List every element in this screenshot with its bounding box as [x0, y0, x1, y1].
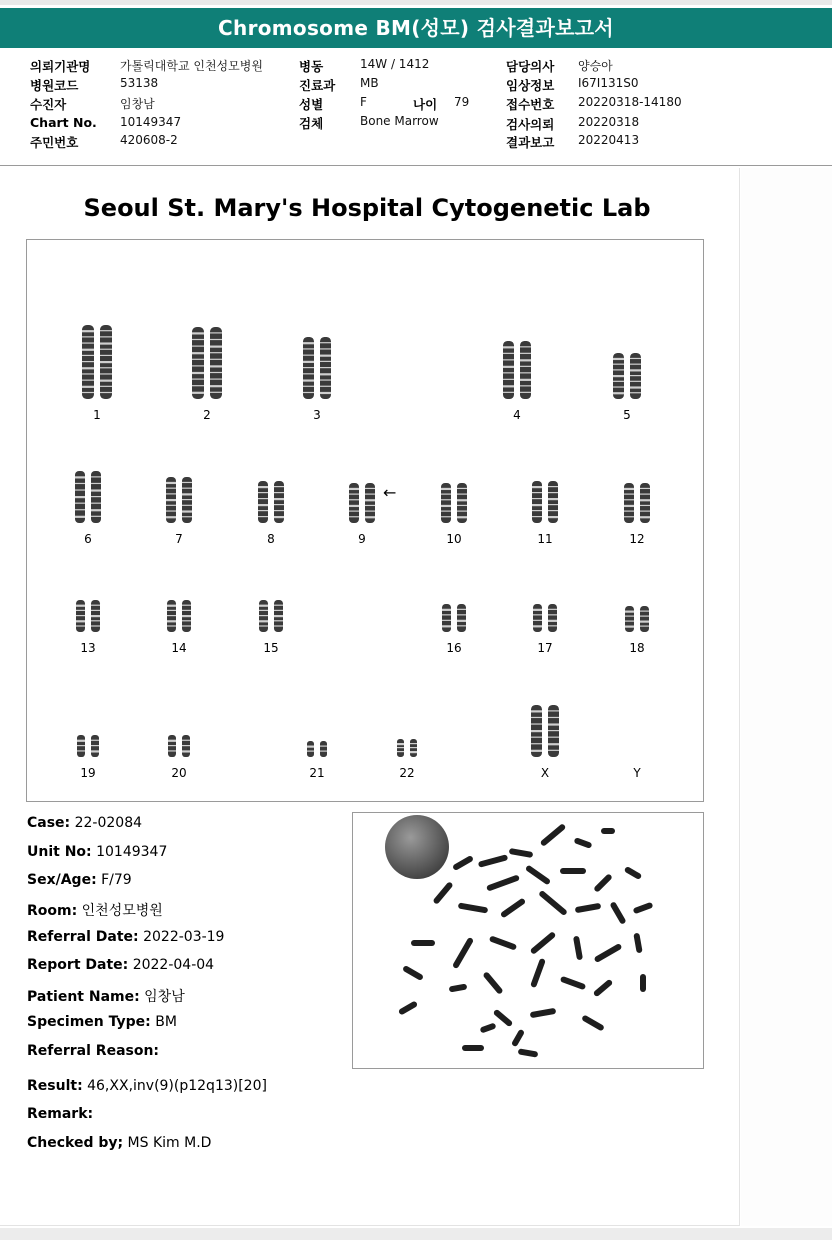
chromosome-label: 17	[537, 641, 553, 655]
chromosome-label: 6	[84, 532, 92, 546]
chromosome-pair-10	[440, 482, 468, 524]
info-value: Bone Marrow	[360, 114, 439, 128]
chromosome	[76, 600, 85, 632]
chromosome-label: 4	[513, 408, 521, 422]
metaphase-chromosome	[594, 943, 623, 963]
info-label: 임상정보	[506, 78, 555, 93]
metaphase-chromosome	[640, 974, 646, 992]
chromosome-label: 2	[203, 408, 211, 422]
chromosome-label: 22	[399, 766, 415, 780]
chromosome-pair-15	[258, 599, 284, 633]
chromosome	[365, 483, 375, 523]
info-value: MB	[360, 76, 379, 90]
chromosome	[182, 600, 191, 632]
chromosome	[82, 325, 94, 399]
chromosome-label: 8	[267, 532, 275, 546]
chromosome	[274, 600, 283, 632]
chromosome	[548, 705, 559, 757]
metaphase-chromosome	[482, 971, 503, 995]
patient-info-panel	[0, 48, 832, 166]
chromosome	[77, 735, 85, 757]
metaphase-spread-svg	[353, 813, 703, 1068]
metaphase-chromosome	[593, 979, 614, 998]
chromosome-pair-6	[74, 470, 102, 524]
chromosome-label: 18	[629, 641, 645, 655]
chromosome	[532, 481, 542, 523]
chromosome-label: Y	[633, 766, 641, 780]
referral-reason-row: Referral Reason:	[27, 1043, 160, 1059]
chromosome	[349, 483, 359, 523]
chromosome	[503, 341, 514, 399]
chromosome-pair-3	[302, 336, 332, 400]
info-label: 검체	[299, 116, 324, 131]
chromosome	[75, 471, 85, 523]
metaphase-spread-image	[352, 812, 704, 1069]
info-label: 진료과	[299, 78, 336, 93]
chromosome-pair-13	[75, 599, 101, 633]
chromosome	[548, 481, 558, 523]
chromosome-label: 11	[537, 532, 553, 546]
chromosome-pair-17	[532, 603, 558, 633]
metaphase-chromosome	[509, 848, 534, 858]
chromosome-label: 20	[171, 766, 187, 780]
chromosome-label: 13	[80, 641, 96, 655]
chromosome-pair-21	[306, 740, 328, 758]
metaphase-chromosome	[493, 1009, 514, 1028]
chromosome	[91, 735, 99, 757]
info-value: 20220318	[578, 115, 640, 129]
metaphase-chromosome	[479, 1022, 496, 1033]
chromosome-pair-18	[624, 605, 650, 633]
info-label: 담당의사	[506, 59, 555, 74]
info-label: 병동	[299, 59, 324, 74]
info-value: 14W / 1412	[360, 57, 430, 71]
info-label: 병원코드	[30, 78, 79, 93]
metaphase-chromosome	[633, 933, 642, 954]
metaphase-chromosome	[624, 866, 643, 880]
chromosome	[182, 735, 190, 757]
report-title: Chromosome BM(성모) 검사결과보고서	[0, 8, 832, 48]
info-value: 53138	[120, 76, 159, 90]
arrow-icon: ←	[383, 483, 397, 502]
chromosome-label: 14	[171, 641, 187, 655]
chromosome-pair-20	[167, 734, 191, 758]
metaphase-chromosome	[398, 1000, 418, 1015]
chromosome	[192, 327, 204, 399]
chromosome-label: 12	[629, 532, 645, 546]
right-gutter	[741, 168, 832, 1226]
info-value: 20220318-14180	[578, 95, 682, 109]
chromosome	[320, 337, 331, 399]
metaphase-chromosome	[574, 837, 593, 849]
chromosome	[167, 600, 176, 632]
chromosome-label: 5	[623, 408, 631, 422]
chromosome	[303, 337, 314, 399]
info-value: 420608-2	[120, 133, 178, 147]
metaphase-chromosome	[489, 935, 517, 950]
info-label: 수진자	[30, 97, 67, 112]
info-label: 의뢰기관명	[30, 59, 91, 74]
chromosome	[410, 739, 417, 757]
chromosome	[531, 705, 542, 757]
metaphase-chromosome	[601, 828, 615, 834]
info-value: I67I131S0	[578, 76, 639, 90]
referral-date-row: Referral Date: 2022-03-19	[27, 929, 225, 945]
info-label: 나이	[413, 97, 438, 112]
chromosome	[274, 481, 284, 523]
chromosome-label: 9	[358, 532, 366, 546]
checked-by-row: Checked by; MS Kim M.D	[27, 1135, 212, 1151]
chromosome	[442, 604, 451, 632]
remark-row: Remark:	[27, 1106, 94, 1122]
chromosome	[625, 606, 634, 632]
patient-name-row: Patient Name: 임창남	[27, 989, 185, 1005]
info-value: 10149347	[120, 115, 182, 129]
info-value: 20220413	[578, 133, 640, 147]
metaphase-chromosome	[511, 1029, 525, 1048]
metaphase-chromosome	[581, 1014, 605, 1031]
metaphase-chromosome	[402, 965, 424, 981]
info-label: 결과보고	[506, 135, 555, 150]
metaphase-chromosome	[500, 898, 526, 919]
chromosome	[91, 600, 100, 632]
result-row: Result: 46,XX,inv(9)(p12q13)[20]	[27, 1078, 267, 1094]
metaphase-chromosome	[530, 931, 557, 955]
chromosome-label: 15	[263, 641, 279, 655]
metaphase-chromosome	[530, 1008, 557, 1018]
chromosome-label: 21	[309, 766, 325, 780]
chromosome	[182, 477, 192, 523]
info-label: 접수번호	[506, 97, 555, 112]
info-label: 주민번호	[30, 135, 79, 150]
metaphase-chromosome	[486, 874, 520, 891]
chromosome	[533, 604, 542, 632]
metaphase-chromosome	[573, 936, 583, 961]
metaphase-chromosome	[560, 976, 586, 991]
chromosome	[624, 483, 634, 523]
chromosome	[640, 483, 650, 523]
chromosome-pair-5	[612, 352, 642, 400]
info-label: Chart No.	[30, 115, 97, 130]
info-label: 검사의뢰	[506, 117, 555, 132]
chromosome-label: 7	[175, 532, 183, 546]
chromosome	[307, 741, 314, 757]
metaphase-chromosome	[593, 873, 613, 893]
metaphase-chromosome	[411, 940, 435, 946]
chromosome-pair-22	[396, 738, 418, 758]
chromosome	[548, 604, 557, 632]
chromosome	[630, 353, 641, 399]
chromosome-pair-9	[348, 482, 376, 524]
chromosome-label: 3	[313, 408, 321, 422]
metaphase-chromosome	[575, 903, 602, 913]
info-value: 79	[454, 95, 470, 109]
chromosome-pair-4	[502, 340, 532, 400]
karyogram	[26, 239, 704, 802]
chromosome-label: 1	[93, 408, 101, 422]
chromosome-label: 10	[446, 532, 462, 546]
chromosome	[613, 353, 624, 399]
info-value: 임창남	[120, 97, 155, 111]
chromosome	[441, 483, 451, 523]
chromosome-label: 16	[446, 641, 462, 655]
chromosome	[640, 606, 649, 632]
metaphase-chromosome	[538, 890, 568, 916]
chromosome	[166, 477, 176, 523]
metaphase-chromosome	[518, 1048, 539, 1057]
report-date-row: Report Date: 2022-04-04	[27, 957, 215, 973]
metaphase-chromosome	[452, 937, 474, 969]
metaphase-chromosome	[449, 983, 468, 992]
metaphase-chromosome	[458, 902, 489, 913]
case-row: Case: 22-02084	[27, 815, 143, 831]
top-line	[0, 0, 832, 5]
chromosome-label: X	[540, 766, 550, 780]
info-value: F	[360, 95, 367, 109]
info-label: 성별	[299, 97, 324, 112]
info-value: 양승아	[578, 59, 613, 73]
room-row: Room: 인천성모병원	[27, 903, 163, 919]
chromosome	[210, 327, 222, 399]
chromosome	[258, 481, 268, 523]
metaphase-chromosome	[432, 881, 453, 905]
chromosome-pair-X	[530, 704, 560, 758]
chromosome	[320, 741, 327, 757]
specimen-row: Specimen Type: BM	[27, 1014, 177, 1030]
lab-title: Seoul St. Mary's Hospital Cytogenetic Lab	[83, 194, 651, 222]
chromosome-pair-14	[166, 599, 192, 633]
chromosome	[457, 483, 467, 523]
chromosome-pair-16	[441, 603, 467, 633]
metaphase-chromosome	[540, 823, 567, 847]
chromosome	[168, 735, 176, 757]
nucleus	[385, 815, 449, 879]
unit-row: Unit No: 10149347	[27, 844, 168, 860]
metaphase-chromosome	[452, 855, 474, 871]
metaphase-chromosome	[560, 868, 586, 874]
metaphase-chromosome	[633, 902, 654, 914]
bottom-bar	[0, 1228, 832, 1240]
chromosome	[520, 341, 531, 399]
sex-age-row: Sex/Age: F/79	[27, 872, 132, 888]
chromosome	[397, 739, 404, 757]
chromosome-pair-7	[165, 476, 193, 524]
chromosome-pair-8	[257, 480, 285, 524]
chromosome	[100, 325, 112, 399]
metaphase-chromosome	[462, 1045, 484, 1051]
chromosome-pair-1	[81, 324, 113, 400]
metaphase-chromosome	[478, 854, 509, 868]
chromosome	[457, 604, 466, 632]
metaphase-chromosome	[525, 865, 551, 886]
chromosome-pair-2	[191, 326, 223, 400]
metaphase-chromosome	[609, 901, 626, 925]
chromosome-label: 19	[80, 766, 96, 780]
chromosome-pair-19	[76, 734, 100, 758]
chromosome-pair-12	[623, 482, 651, 524]
chromosome-pair-11	[531, 480, 559, 524]
metaphase-chromosome	[530, 958, 546, 988]
chromosome	[259, 600, 268, 632]
chromosome	[91, 471, 101, 523]
info-value: 가톨릭대학교 인천성모병원	[120, 59, 263, 73]
